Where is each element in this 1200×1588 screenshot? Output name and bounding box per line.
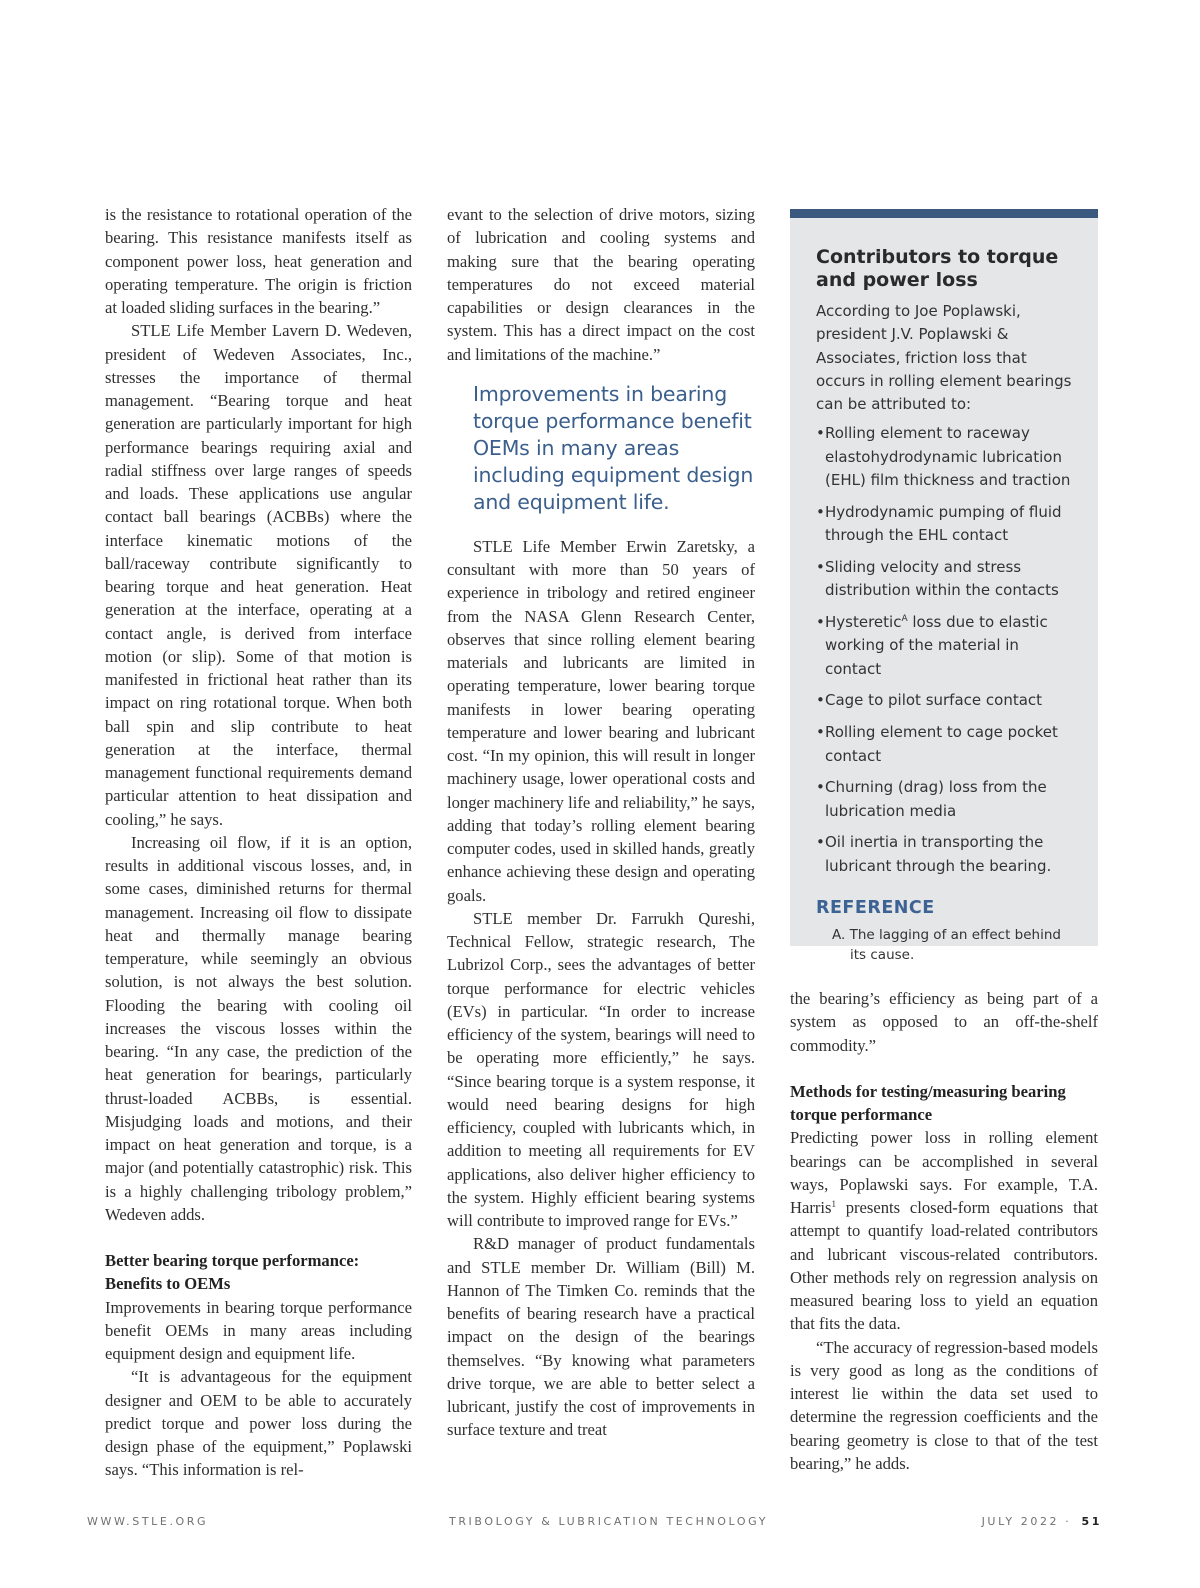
body-paragraph: Predicting power loss in rolling element bearings can be accomplished in several ways, Poplawski says. For example, T.A. Harris$^1$ presents closed-form equations that attempt to quantify load-related contributors and lubricant viscous-related contributors. Other methods rely on regression analysis on measured bearing loss to yield an equation that fits the data.	[790, 1128, 1098, 1334]
footnote-marker: 1	[831, 1199, 836, 1209]
bullet-icon: •	[816, 723, 825, 742]
body-paragraph: STLE member Dr. Farrukh Qureshi, Technical Fellow, strategic research, The Lubrizol Corp., sees the advantages of better torque performance for electric vehicles (EVs) in particular. “In order to increase efficiency of the system, bearings will need to be operating more efficiently,” he says. “Since bearing torque is a system response, it would need bearing designs for high efficiency, coupled with lubricants which, in addition to meeting all requirements for EV applications, also deliver higher efficiency to the system. Highly efficient bearing systems will contribute to improved range for EVs.”	[447, 908, 755, 1230]
bullet-icon: •	[816, 833, 825, 852]
body-paragraph: “The accuracy of regression-based models is very good as long as the conditions of interest lie within the data set used to determine the regression coefficients and the bearing geometry is close to that of the test bearing,” he adds.	[790, 1337, 1098, 1473]
page-number: 51	[1081, 1515, 1102, 1528]
pull-quote: Improvements in bearing torque performance benefit OEMs in many areas including equipment design and equipment life.	[473, 381, 754, 514]
bullet-icon: •	[816, 778, 825, 797]
body-paragraph: Improvements in bearing torque performance benefit OEMs in many areas including equipment design and equipment life.	[105, 1297, 412, 1363]
sidebar-title: Contributors to torque and power loss	[816, 246, 1059, 291]
sidebar-bullet-list	[816, 422, 1078, 878]
bullet-icon: •	[816, 424, 825, 443]
sidebar-intro: According to Joe Poplawski, president J.V. Poplawski & Associates, friction loss that occurs in rolling element bearings can be attributed to:	[816, 302, 1072, 414]
body-paragraph: STLE Life Member Erwin Zaretsky, a consultant with more than 50 years of experience in tribology and retired engineer from the NASA Glenn Research Center, observes that since rolling element bearing materials and lubricants are limited in operating temperature, lower bearing torque manifests in lower bearing operating temperature and lower bearing and lubricant cost. “In my opinion, this will result in longer machinery usage, lower operational costs and longer machinery life and reliability,” he says, adding that today’s rolling element bearing computer codes, used in skilled hands, greatly enhance achieving these design and operating goals.	[447, 536, 755, 905]
article-column-3	[790, 987, 1098, 1475]
article-column-1	[105, 203, 412, 1482]
reference-marker: A	[901, 614, 908, 625]
body-paragraph: “It is advantageous for the equipment designer and OEM to be able to accurately predict torque and power loss during the design phase of the equipment,” Poplawski says. “This information is rel-	[105, 1367, 412, 1480]
section-subhead-benefits: Better bearing torque performance: Benefits to OEMs	[105, 1251, 360, 1294]
footer-date-page	[982, 1515, 1102, 1528]
list-item: • Hydrodynamic pumping of fluid through the EHL contact	[816, 502, 1062, 545]
section-subhead-methods: Methods for testing/measuring bearing torque performance	[790, 1081, 1066, 1124]
bullet-icon: •	[816, 691, 825, 710]
body-paragraph: STLE Life Member Lavern D. Wedeven, president of Wedeven Associates, Inc., stresses the importance of thermal management. “Bearing torque and heat generation are particularly important for high performance bearings requiring axial and radial stiffness over large ranges of speeds and loads. These applications use angular contact ball bearings (ACBBs) where the interface kinematic motions of the ball/raceway contribute significantly to bearing torque and heat generation. Heat generation at the interface, operating at a contact angle, is derived from interface motion (or slip). Some of that motion is manifested in frictional heat rather than its impact on ring rotational torque. When both ball spin and slip contribute to heat generation at the interface, thermal management functional requirements demand particular attention to heat dissipation and cooling,” he says.	[105, 321, 412, 829]
footer-magazine-title: TRIBOLOGY & LUBRICATION TECHNOLOGY	[449, 1515, 769, 1528]
list-item: • Rolling element to cage pocket contact	[816, 723, 1058, 765]
body-paragraph: the bearing’s efficiency as being part of a system as opposed to an off-the-shelf commodity.”	[790, 989, 1098, 1055]
reference-item: A. The lagging of an effect behind its cause.	[832, 927, 1061, 963]
footer-website: WWW.STLE.ORG	[87, 1515, 209, 1528]
list-item: • Churning (drag) loss from the lubrication media	[816, 778, 1047, 820]
bullet-icon: •	[816, 557, 825, 576]
list-item: • Oil inertia in transporting the lubricant through the bearing.	[816, 833, 1052, 875]
body-paragraph: Increasing oil flow, if it is an option, results in additional viscous losses, and, in some cases, diminished returns for thermal management. Increasing oil flow to dissipate heat and thermally manage bearing temperature, while seemingly an obvious solution, is not always the best solution. Flooding the bearing with cooling oil increases the viscous losses within the bearing. “In any case, the prediction of the heat generation for bearings, particularly thrust-loaded ACBBs, is essential. Misjudging loads and motions, and their impact on heat generation and torque, is a major (and potentially catastrophic) risk. This is a highly challenging tribology problem,” Wedeven adds.	[105, 832, 412, 1224]
footer-date: JULY 2022	[981, 1515, 1060, 1528]
footer-separator: ·	[1065, 1515, 1072, 1528]
body-paragraph: R&D manager of product fundamentals and STLE member Dr. William (Bill) M. Hannon of The Timken Co. reminds that the benefits of bearing research have a practical impact on the design of the bearings themselves. “By knowing what parameters drive torque, we are able to better select a lubricant, justify the cost of improvements in surface texture and treat	[447, 1234, 755, 1440]
reference-heading: REFERENCE	[816, 898, 935, 919]
bullet-icon: •	[816, 502, 825, 521]
body-paragraph: is the resistance to rotational operation of the bearing. This resistance manifests itself as component power loss, heat generation and operating temperature. The origin is friction at loaded sliding surfaces in the bearing.”	[105, 205, 412, 317]
bullet-icon: •	[816, 613, 825, 632]
sidebar-contributors-box	[790, 209, 1098, 963]
list-item: • Cage to pilot surface contact	[816, 689, 1078, 712]
body-paragraph: evant to the selection of drive motors, sizing of lubrication and cooling systems and making sure that the bearing operating temperatures do not exceed material capabilities or design clearances in the system. This has a direct impact on the cost and limitations of the machine.”	[447, 205, 755, 364]
list-item: • Hysteretic$^A$ loss due to elastic working of the material in contact	[816, 613, 1048, 678]
list-item: • Sliding velocity and stress distribution within the contacts	[816, 557, 1059, 600]
list-item: • Rolling element to raceway elastohydrodynamic lubrication (EHL) film thickness and traction	[816, 424, 1071, 490]
article-column-2	[447, 203, 755, 1442]
